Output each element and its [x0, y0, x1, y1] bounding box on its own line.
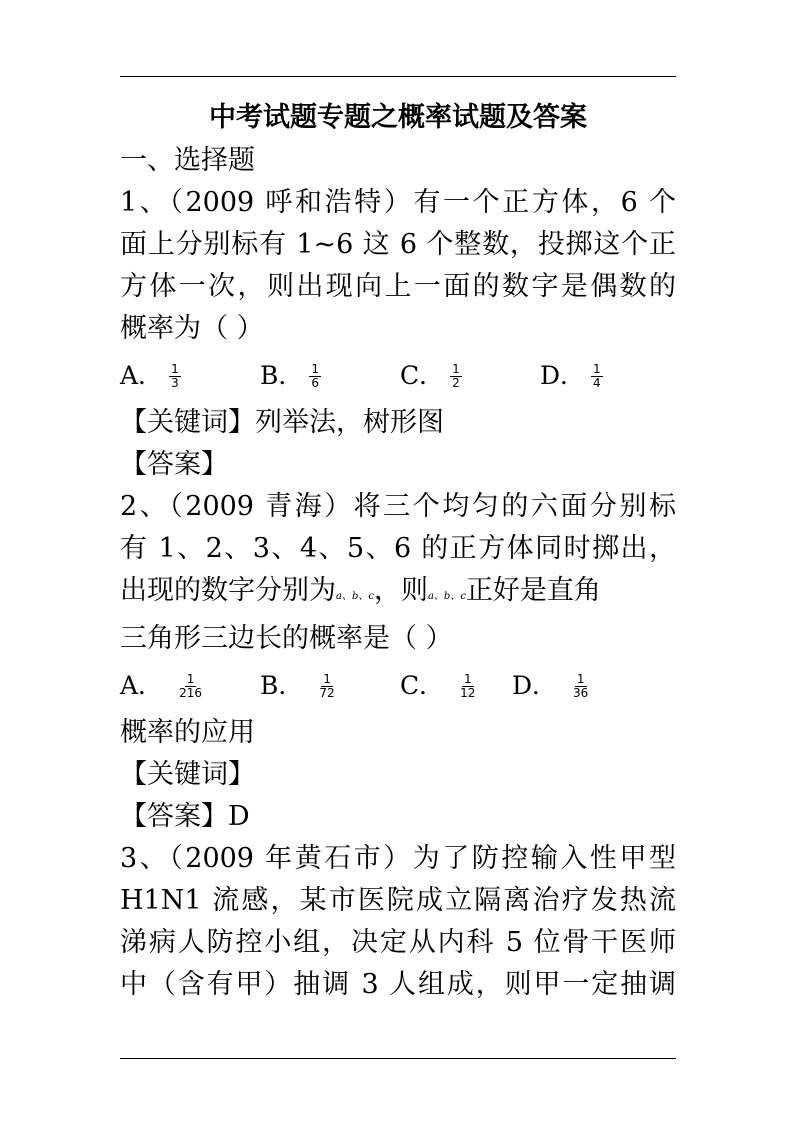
- denominator: 4: [593, 375, 601, 390]
- question-text-line: [120, 570, 676, 618]
- option-c: [400, 356, 540, 396]
- fraction: [591, 363, 603, 390]
- document-body: [120, 96, 676, 1006]
- numerator: 1: [463, 671, 472, 686]
- question-text-line: 涕病人防控小组，决定从内科 5 位骨干医师: [120, 927, 676, 958]
- option-d: [540, 356, 603, 396]
- question-text-line: 1、（2009 呼和浩特）有一个正方体，6 个: [120, 187, 676, 218]
- answer-options: [120, 666, 676, 706]
- question-text-line: 2、（2009 青海）将三个均匀的六面分别标: [120, 491, 676, 522]
- question-text-line: 有 1、2、3、4、5、6 的正方体同时掷出，: [120, 533, 676, 564]
- header-rule: [120, 76, 676, 77]
- numerator: 1: [186, 671, 195, 686]
- option-a: [120, 356, 260, 396]
- option-label: A．: [120, 361, 164, 390]
- numerator: 1: [593, 361, 601, 376]
- footer-rule: [120, 1058, 676, 1059]
- denominator: 72: [319, 685, 335, 700]
- fraction: [450, 363, 462, 390]
- denominator: 36: [573, 685, 589, 700]
- option-d: [512, 666, 590, 706]
- fraction: [169, 363, 181, 390]
- question-3: [120, 838, 676, 1006]
- numerator: 1: [311, 361, 320, 376]
- text-segment: 出现的数字分别为: [120, 575, 336, 606]
- answer-options: [120, 356, 676, 396]
- question-1: [120, 182, 676, 486]
- option-a: [120, 666, 260, 706]
- question-text-line: H1N1 流感，某市医院成立隔离治疗发热流: [120, 885, 676, 916]
- option-b: [260, 666, 400, 706]
- fraction: [571, 673, 590, 700]
- numerator: 1: [171, 361, 179, 376]
- fraction: [309, 363, 321, 390]
- keywords-line: 【关键词】列举法，树形图: [120, 407, 444, 438]
- fraction: [317, 673, 336, 700]
- option-label: C．: [400, 671, 445, 700]
- numerator: 1: [452, 361, 460, 376]
- numerator: 1: [576, 671, 585, 686]
- note-line: 概率的应用: [120, 717, 255, 748]
- question-text-line: 3、（2009 年黄石市）为了防控输入性甲型: [120, 843, 676, 874]
- text-segment: ，则: [373, 575, 428, 606]
- answer-line: 【答案】: [120, 449, 228, 480]
- question-text-line: 概率为（ ）: [120, 313, 264, 344]
- option-c: [400, 666, 512, 706]
- denominator: 216: [179, 685, 202, 700]
- page-title: 中考试题专题之概率试题及答案: [209, 102, 587, 133]
- denominator: 3: [171, 375, 179, 390]
- answer-line: 【答案】D: [120, 801, 250, 832]
- variables-abc: a、b、c: [427, 591, 466, 602]
- section-heading: 一、选择题: [120, 145, 255, 176]
- fraction: [458, 673, 477, 700]
- denominator: 12: [460, 685, 476, 700]
- question-text-line: 方体一次，则出现向上一面的数字是偶数的: [120, 271, 676, 302]
- option-label: B．: [260, 671, 304, 700]
- variables-abc: a、b、c: [336, 591, 374, 602]
- keywords-line: 【关键词】: [120, 759, 255, 790]
- question-text-line: 中（含有甲）抽调 3 人组成，则甲一定抽调: [120, 969, 676, 1000]
- option-label: C．: [400, 361, 445, 390]
- option-label: B．: [260, 361, 304, 390]
- text-segment: 正好是直角: [465, 575, 601, 606]
- question-2: [120, 486, 676, 838]
- option-b: [260, 356, 400, 396]
- denominator: 2: [452, 375, 460, 390]
- option-label: D．: [540, 361, 586, 390]
- option-label: D．: [512, 671, 558, 700]
- question-text-line: 三角形三边长的概率是（ ）: [120, 623, 453, 654]
- denominator: 6: [311, 375, 320, 390]
- fraction: [177, 673, 204, 700]
- option-label: A．: [120, 671, 164, 700]
- question-text-line: 面上分别标有 1~6 这 6 个整数，投掷这个正: [120, 229, 676, 260]
- numerator: 1: [323, 671, 331, 686]
